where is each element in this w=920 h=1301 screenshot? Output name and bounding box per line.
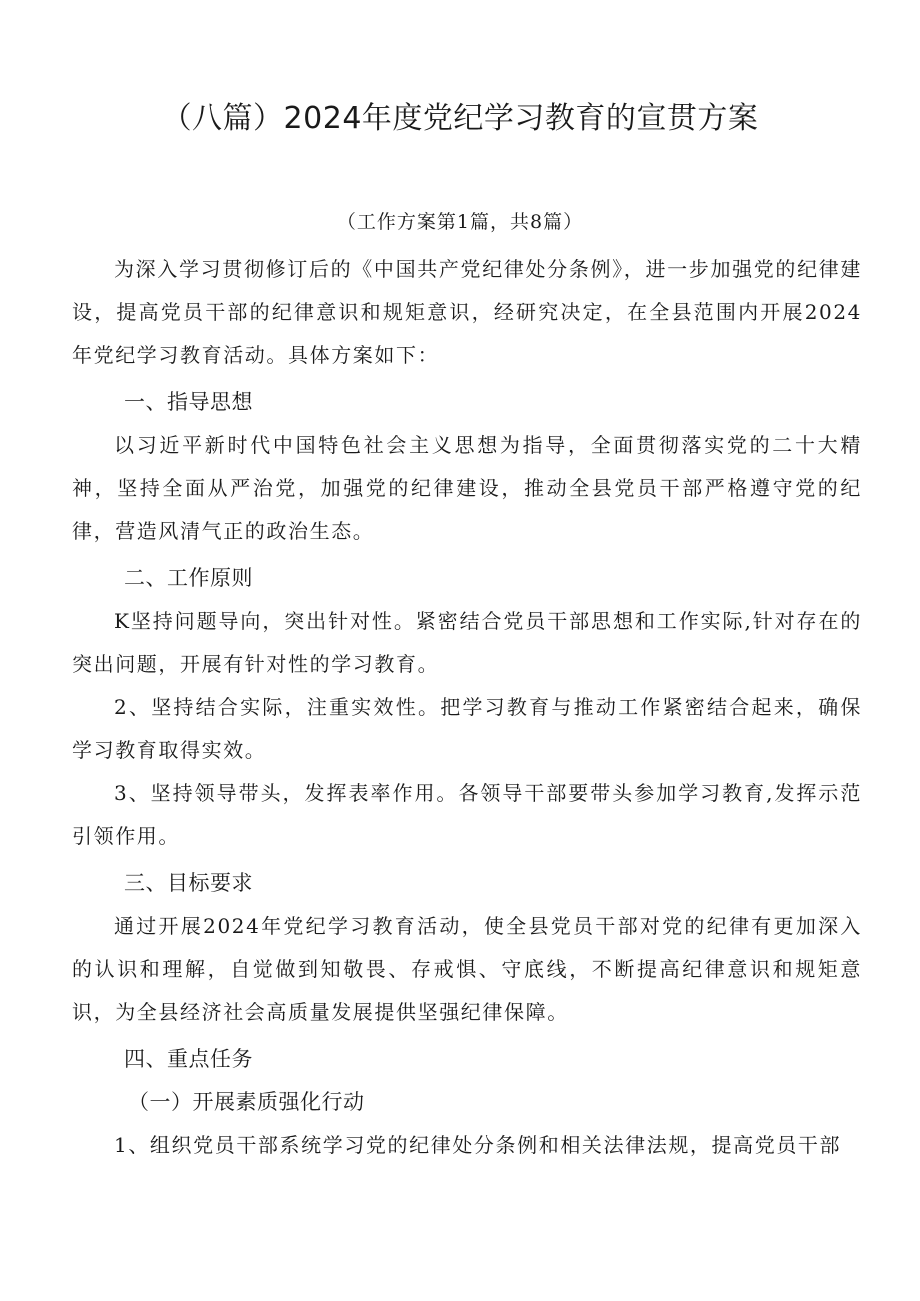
document-subtitle: （工作方案第1篇，共8篇）	[336, 211, 584, 233]
guiding-ideology-paragraph: 以习近平新时代中国特色社会主义思想为指导，全面贯彻落实党的二十大精神，坚持全面从严治党，加强党的纪律建设，推动全县党员干部严格遵守党的纪律，营造风清气正的政治生态。	[72, 433, 862, 543]
work-principle-item-1: K坚持问题导向，突出针对性。紧密结合党员干部思想和工作实际,针对存在的突出问题，开展有针对性的学习教育。	[72, 609, 862, 676]
key-task-item-1: 1、组织党员干部系统学习党的纪律处分条例和相关法律法规，提高党员干部	[114, 1133, 842, 1157]
document-body	[72, 248, 862, 1167]
section-heading-guiding-ideology: 一、指导思想	[124, 390, 253, 414]
document-title: （八篇）2024年度党纪学习教育的宣贯方案	[161, 101, 759, 136]
intro-paragraph: 为深入学习贯彻修订后的《中国共产党纪律处分条例》，进一步加强党的纪律建设，提高党员干部的纪律意识和规矩意识，经研究决定，在全县范围内开展2024年党纪学习教育活动。具体方案如下：	[72, 257, 862, 367]
work-principle-item-3: 3、坚持领导带头，发挥表率作用。各领导干部要带头参加学习教育,发挥示范引领作用。	[72, 781, 862, 848]
subsection-heading-quality-action: （一）开展素质强化行动	[128, 1090, 365, 1114]
work-principle-item-2: 2、坚持结合实际，注重实效性。把学习教育与推动工作紧密结合起来，确保学习教育取得实效。	[72, 695, 862, 762]
goals-paragraph: 通过开展2024年党纪学习教育活动，使全县党员干部对党的纪律有更加深入的认识和理解，自觉做到知敬畏、存戒惧、守底线，不断提高纪律意识和规矩意识，为全县经济社会高质量发展提供坚强纪律保障。	[72, 914, 862, 1024]
section-heading-key-tasks: 四、重点任务	[124, 1047, 253, 1071]
section-heading-goals: 三、目标要求	[124, 871, 253, 895]
section-heading-work-principles: 二、工作原则	[124, 566, 253, 590]
